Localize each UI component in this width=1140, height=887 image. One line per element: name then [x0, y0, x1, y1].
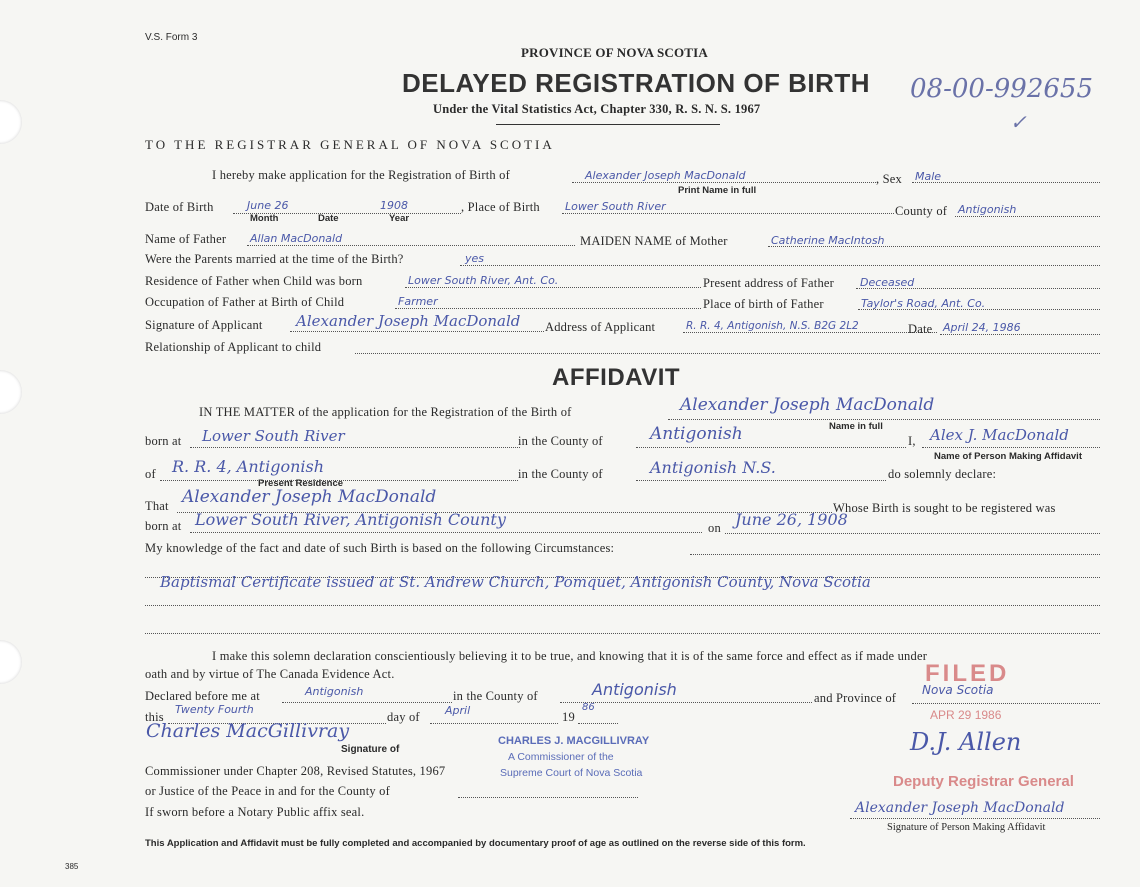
present-residence-caption: Present Residence — [258, 478, 344, 489]
present-address-field[interactable]: Deceased — [860, 276, 915, 289]
circumstance-field[interactable]: Baptismal Certificate issued at St. Andrew Church, Pomquet, Antigonish County, Nova Scotia — [160, 573, 871, 591]
county-1-field[interactable]: Antigonish — [650, 424, 743, 444]
date-caption: Date — [318, 213, 339, 224]
punch-hole — [0, 640, 22, 684]
res-father-field[interactable]: Lower South River, Ant. Co. — [408, 274, 559, 287]
commissioner-signature: Charles MacGillivray — [146, 720, 350, 742]
year-caption: Year — [389, 213, 410, 224]
filed-stamp: FILED — [925, 660, 1010, 687]
county-of-label-2: in the County of — [518, 467, 603, 481]
footer-note: This Application and Affidavit must be fully completed and accompanied by documentary proof of age as outlined on the reverse side of this form. — [145, 838, 806, 849]
solemn-line-2: oath and by virtue of The Canada Evidence Act. — [145, 667, 395, 681]
affiant-caption: Signature of Person Making Affidavit — [887, 822, 1046, 833]
affidavit-heading: AFFIDAVIT — [552, 364, 681, 391]
person-caption: Name of Person Making Affidavit — [934, 451, 1082, 462]
province-label: and Province of — [814, 691, 897, 705]
father-label: Name of Father — [145, 232, 227, 246]
occupation-label: Occupation of Father at Birth of Child — [145, 295, 345, 309]
province-field[interactable]: Nova Scotia — [922, 683, 994, 697]
title-rule — [496, 124, 720, 125]
residence-field[interactable]: R. R. 4, Antigonish — [172, 457, 325, 476]
commissioner-text: Commissioner under Chapter 208, Revised Statutes, 1967 — [145, 764, 446, 778]
applicant-signature: Alexander Joseph MacDonald — [296, 312, 521, 330]
present-address-label: Present address of Father — [703, 276, 835, 290]
county-3-field[interactable]: Antigonish — [592, 680, 677, 699]
justice-text: or Justice of the Peace in and for the County of — [145, 784, 390, 798]
matter-label: IN THE MATTER of the application for the Registration of the Birth of — [199, 405, 572, 419]
application-date-field[interactable]: April 24, 1986 — [943, 321, 1021, 334]
on-date-field[interactable]: June 26, 1908 — [735, 510, 848, 529]
day-of-label: day of — [387, 710, 420, 724]
corner-number: 385 — [65, 862, 79, 871]
deputy-registrar-stamp: Deputy Registrar General — [893, 773, 1074, 790]
child-name-field[interactable]: Alexander Joseph MacDonald — [585, 169, 746, 182]
year-suffix-field[interactable]: 86 — [582, 702, 595, 713]
notary-text: If sworn before a Notary Public affix seal. — [145, 805, 365, 819]
dob-month-day-field[interactable]: June 26 — [247, 199, 289, 212]
applicant-address-label: Address of Applicant — [545, 320, 656, 334]
month-caption: Month — [250, 213, 279, 224]
form-subtitle: Under the Vital Statistics Act, Chapter 330, R. S. N. S. 1967 — [433, 102, 761, 116]
affiant-name-field[interactable]: Alex J. MacDonald — [930, 426, 1069, 444]
res-father-label: Residence of Father when Child was born — [145, 274, 363, 288]
whose-birth-label: Whose Birth is sought to be registered was — [833, 501, 1056, 515]
knowledge-label: My knowledge of the fact and date of such Birth is based on the following Circumstances: — [145, 541, 615, 555]
name-full-caption: Name in full — [829, 421, 883, 432]
sex-field[interactable]: Male — [915, 170, 942, 183]
that-label: That — [145, 499, 169, 513]
month-field[interactable]: April — [445, 704, 471, 717]
affiant-signature: Alexander Joseph MacDonald — [855, 800, 1065, 816]
born-at-field[interactable]: Lower South River — [202, 427, 345, 445]
place-field[interactable]: Lower South River — [565, 200, 666, 213]
punch-hole — [0, 100, 22, 144]
year-prefix: 19 — [562, 710, 575, 724]
county-field[interactable]: Antigonish — [958, 203, 1017, 216]
commissioner-stamp-line3: Supreme Court of Nova Scotia — [500, 767, 643, 779]
father-birthplace-label: Place of birth of Father — [703, 297, 824, 311]
mother-field[interactable]: Catherine MacIntosh — [771, 234, 885, 247]
father-birthplace-field[interactable]: Taylor's Road, Ant. Co. — [861, 297, 986, 310]
deputy-signature: D.J. Allen — [910, 728, 1022, 756]
checkmark-icon: ✓ — [1010, 110, 1027, 134]
declare-label: do solemnly declare: — [888, 467, 997, 481]
father-field[interactable]: Allan MacDonald — [250, 232, 343, 245]
place-label: , Place of Birth — [461, 200, 540, 214]
born-at-label-2: born at — [145, 519, 182, 533]
date-label: Date — [908, 322, 933, 336]
dob-year-field[interactable]: 1908 — [380, 199, 408, 212]
county-3-label: in the County of — [453, 689, 538, 703]
this-day-field[interactable]: Twenty Fourth — [175, 703, 254, 716]
of-label: of — [145, 467, 156, 481]
province-heading: PROVINCE OF NOVA SCOTIA — [521, 45, 708, 60]
signature-of-caption: Signature of — [341, 744, 400, 755]
solemn-line-1: I make this solemn declaration conscientiously believing it to be true, and knowing that it is of the same force and effect as if made under — [212, 649, 928, 663]
that-name-field[interactable]: Alexander Joseph MacDonald — [182, 487, 437, 507]
commissioner-stamp-name: CHARLES J. MACGILLIVRAY — [498, 735, 650, 747]
dob-label: Date of Birth — [145, 200, 214, 214]
addressee: TO THE REGISTRAR GENERAL OF NOVA SCOTIA — [145, 137, 555, 152]
signature-label: Signature of Applicant — [145, 318, 263, 332]
i-label: I, — [908, 434, 916, 448]
married-label: Were the Parents married at the time of the Birth? — [145, 252, 404, 266]
county-of-label: in the County of — [518, 434, 603, 448]
mother-label: MAIDEN NAME of Mother — [580, 234, 728, 248]
filed-date-stamp: APR 29 1986 — [930, 708, 1002, 722]
born-at-2-field[interactable]: Lower South River, Antigonish County — [195, 510, 506, 529]
sex-label: , Sex — [876, 172, 902, 186]
applicant-address-field[interactable]: R. R. 4, Antigonish, N.S. B2G 2L2 — [686, 320, 859, 332]
this-label: this — [145, 710, 164, 724]
declared-at-field[interactable]: Antigonish — [305, 685, 364, 698]
punch-hole — [0, 370, 22, 414]
occupation-field[interactable]: Farmer — [398, 295, 438, 308]
registration-number: 08-00-992655 — [910, 74, 1093, 104]
intro-label: I hereby make application for the Registration of Birth of — [212, 168, 510, 182]
print-name-caption: Print Name in full — [678, 185, 757, 196]
on-label: on — [708, 521, 721, 535]
married-field[interactable]: yes — [465, 252, 485, 265]
declared-label: Declared before me at — [145, 689, 260, 703]
matter-name-field[interactable]: Alexander Joseph MacDonald — [680, 395, 935, 415]
born-at-label: born at — [145, 434, 182, 448]
commissioner-stamp-line2: A Commissioner of the — [508, 751, 614, 763]
county-label: County of — [895, 204, 948, 218]
county-2-field[interactable]: Antigonish N.S. — [650, 458, 776, 477]
form-code: V.S. Form 3 — [145, 32, 198, 43]
relationship-label: Relationship of Applicant to child — [145, 340, 322, 354]
form-title: DELAYED REGISTRATION OF BIRTH — [402, 68, 871, 98]
